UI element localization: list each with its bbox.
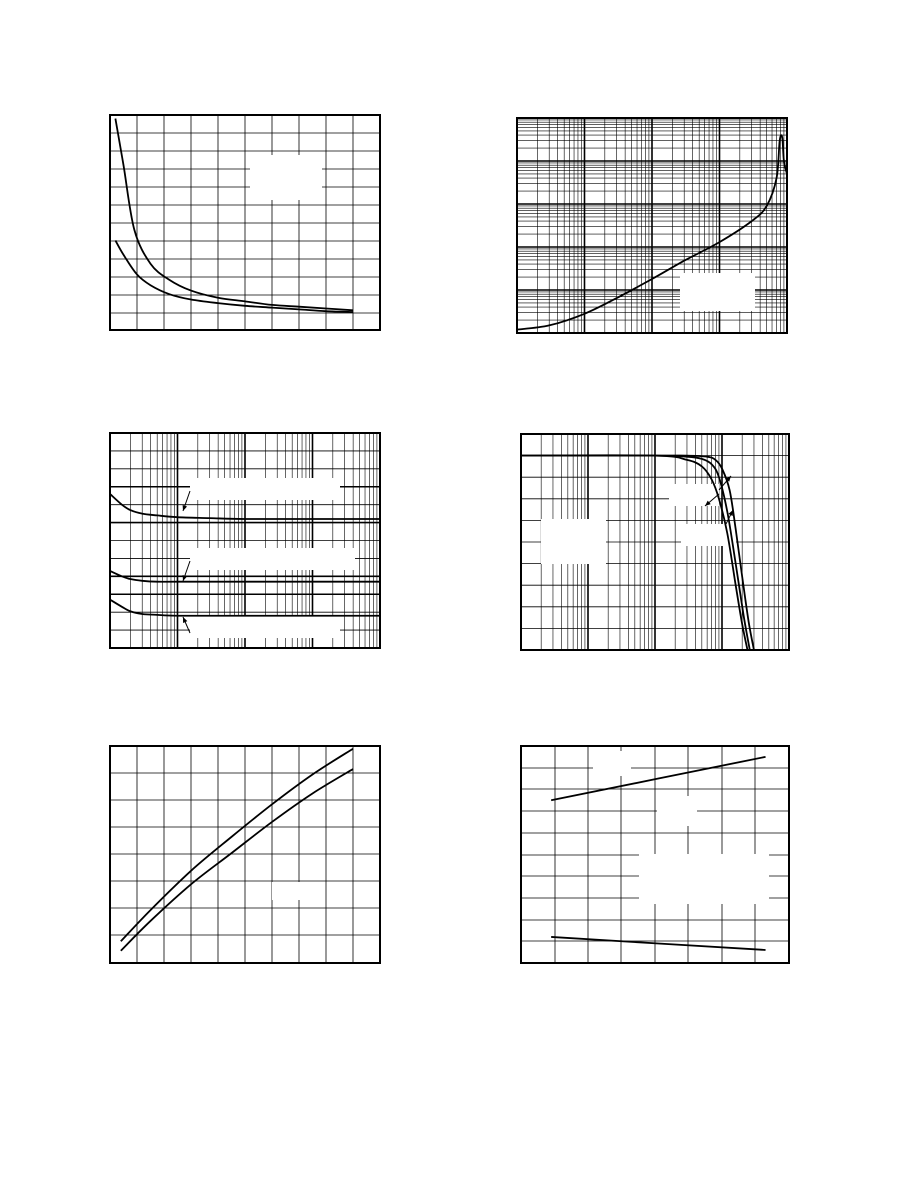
- series-line-1: [551, 757, 765, 800]
- series-line-2: [551, 937, 765, 950]
- arrow-head: [183, 505, 187, 511]
- chart-top-left: [110, 115, 380, 330]
- annotation-box: [669, 484, 719, 506]
- annotation-box: [190, 548, 355, 570]
- chart-top-right: [517, 118, 787, 333]
- annotation-box: [272, 882, 302, 900]
- chart-mid-left: [110, 433, 380, 648]
- chart-bot-left: [110, 746, 380, 963]
- annotation-box: [250, 155, 322, 200]
- grid-bot-left: [110, 746, 380, 963]
- grid-top-left: [110, 115, 380, 330]
- chart-mid-right: [521, 434, 789, 650]
- chart-bot-right: [521, 746, 789, 963]
- series-line-1: [121, 749, 353, 942]
- annotation-box: [657, 796, 697, 826]
- series-line-2: [115, 240, 353, 312]
- annotation-box: [639, 854, 769, 904]
- annotation-box: [541, 519, 606, 564]
- series-line-1: [115, 119, 353, 311]
- annotation-box: [190, 478, 340, 500]
- annotation-box: [190, 616, 340, 638]
- annotation-box: [593, 751, 631, 776]
- annotation-box: [680, 273, 755, 311]
- series-line-2: [121, 769, 353, 951]
